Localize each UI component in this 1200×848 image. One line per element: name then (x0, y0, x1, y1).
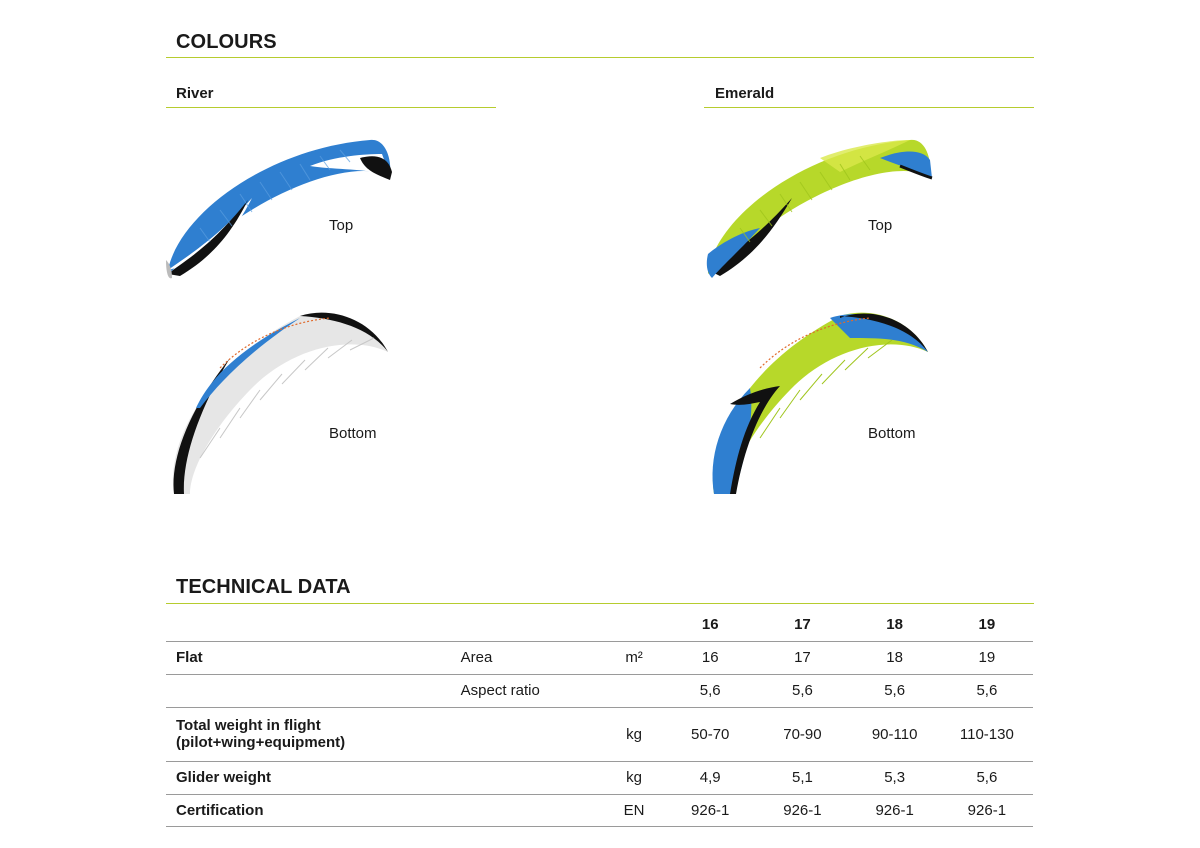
header-empty-cell (451, 609, 604, 641)
size-header: 18 (886, 616, 903, 634)
row-unit: EN (623, 801, 645, 819)
emerald-top-label: Top (868, 217, 893, 234)
cell-value: 5,6 (884, 682, 906, 699)
cell-value: 110-130 (959, 725, 1014, 743)
variant-emerald-divider (704, 107, 1034, 108)
table-row (166, 794, 1033, 826)
cell-value: 16 (701, 649, 719, 666)
cell-value: 5,6 (976, 769, 998, 786)
colours-heading: COLOURS (176, 31, 277, 53)
variant-emerald-title: Emerald (715, 85, 775, 102)
cell-value: 926-1 (875, 801, 914, 819)
river-top-wing-image (160, 132, 400, 284)
table-row (166, 761, 1033, 794)
cell-value: 5,1 (792, 769, 813, 786)
cell-value: 5,6 (976, 682, 998, 699)
cell-value: 90-110 (871, 725, 918, 743)
row-param-label (451, 794, 604, 826)
row-group-label (166, 707, 451, 761)
river-bottom-label: Bottom (329, 425, 377, 442)
cell-value: 926-1 (691, 801, 730, 819)
emerald-bottom-label: Bottom (868, 425, 916, 442)
header-empty-cell (604, 609, 664, 641)
size-header: 17 (794, 616, 811, 634)
size-header: 19 (978, 616, 996, 634)
cell-value: 926-1 (783, 801, 822, 819)
emerald-top-wing-image (700, 132, 940, 284)
row-group-label: Glider weight (176, 769, 272, 786)
cell-value: 19 (978, 649, 996, 666)
technical-data-divider (166, 603, 1034, 604)
river-bottom-wing-image (160, 308, 400, 500)
technical-data-heading: TECHNICAL DATA (176, 576, 351, 598)
row-group-label (166, 674, 451, 707)
row-group-label-line: Total weight in flight (176, 717, 321, 734)
row-unit: kg (626, 725, 642, 743)
row-param-label (451, 761, 604, 794)
header-empty-cell (166, 609, 451, 641)
cell-value: 18 (886, 649, 903, 666)
variant-river-divider (166, 107, 496, 108)
emerald-bottom-wing-image (700, 308, 940, 500)
table-header-row (166, 609, 1033, 641)
variant-river-title: River (176, 85, 214, 102)
row-group-label: Certification (176, 801, 264, 819)
row-param-label: Aspect ratio (460, 682, 540, 699)
row-unit: m² (625, 649, 643, 666)
row-group-label-line: (pilot+wing+equipment) (176, 734, 346, 751)
technical-data-table (166, 609, 1033, 827)
cell-value: 5,6 (699, 682, 721, 699)
row-unit: kg (626, 769, 642, 786)
cell-value: 70-90 (783, 725, 822, 743)
cell-value: 4,9 (699, 769, 721, 786)
table-row (166, 707, 1033, 761)
row-param-label (451, 707, 604, 761)
row-unit (604, 674, 664, 707)
size-header: 16 (701, 616, 719, 634)
table-row (166, 674, 1033, 707)
row-group-label: Flat (176, 649, 203, 666)
river-top-label: Top (329, 217, 354, 234)
cell-value: 926-1 (967, 801, 1007, 819)
cell-value: 17 (794, 649, 811, 666)
row-param-label: Area (460, 649, 493, 666)
table-row (166, 641, 1033, 674)
colours-divider (166, 57, 1034, 58)
cell-value: 5,6 (792, 682, 813, 699)
cell-value: 5,3 (884, 769, 906, 786)
cell-value: 50-70 (691, 725, 730, 743)
